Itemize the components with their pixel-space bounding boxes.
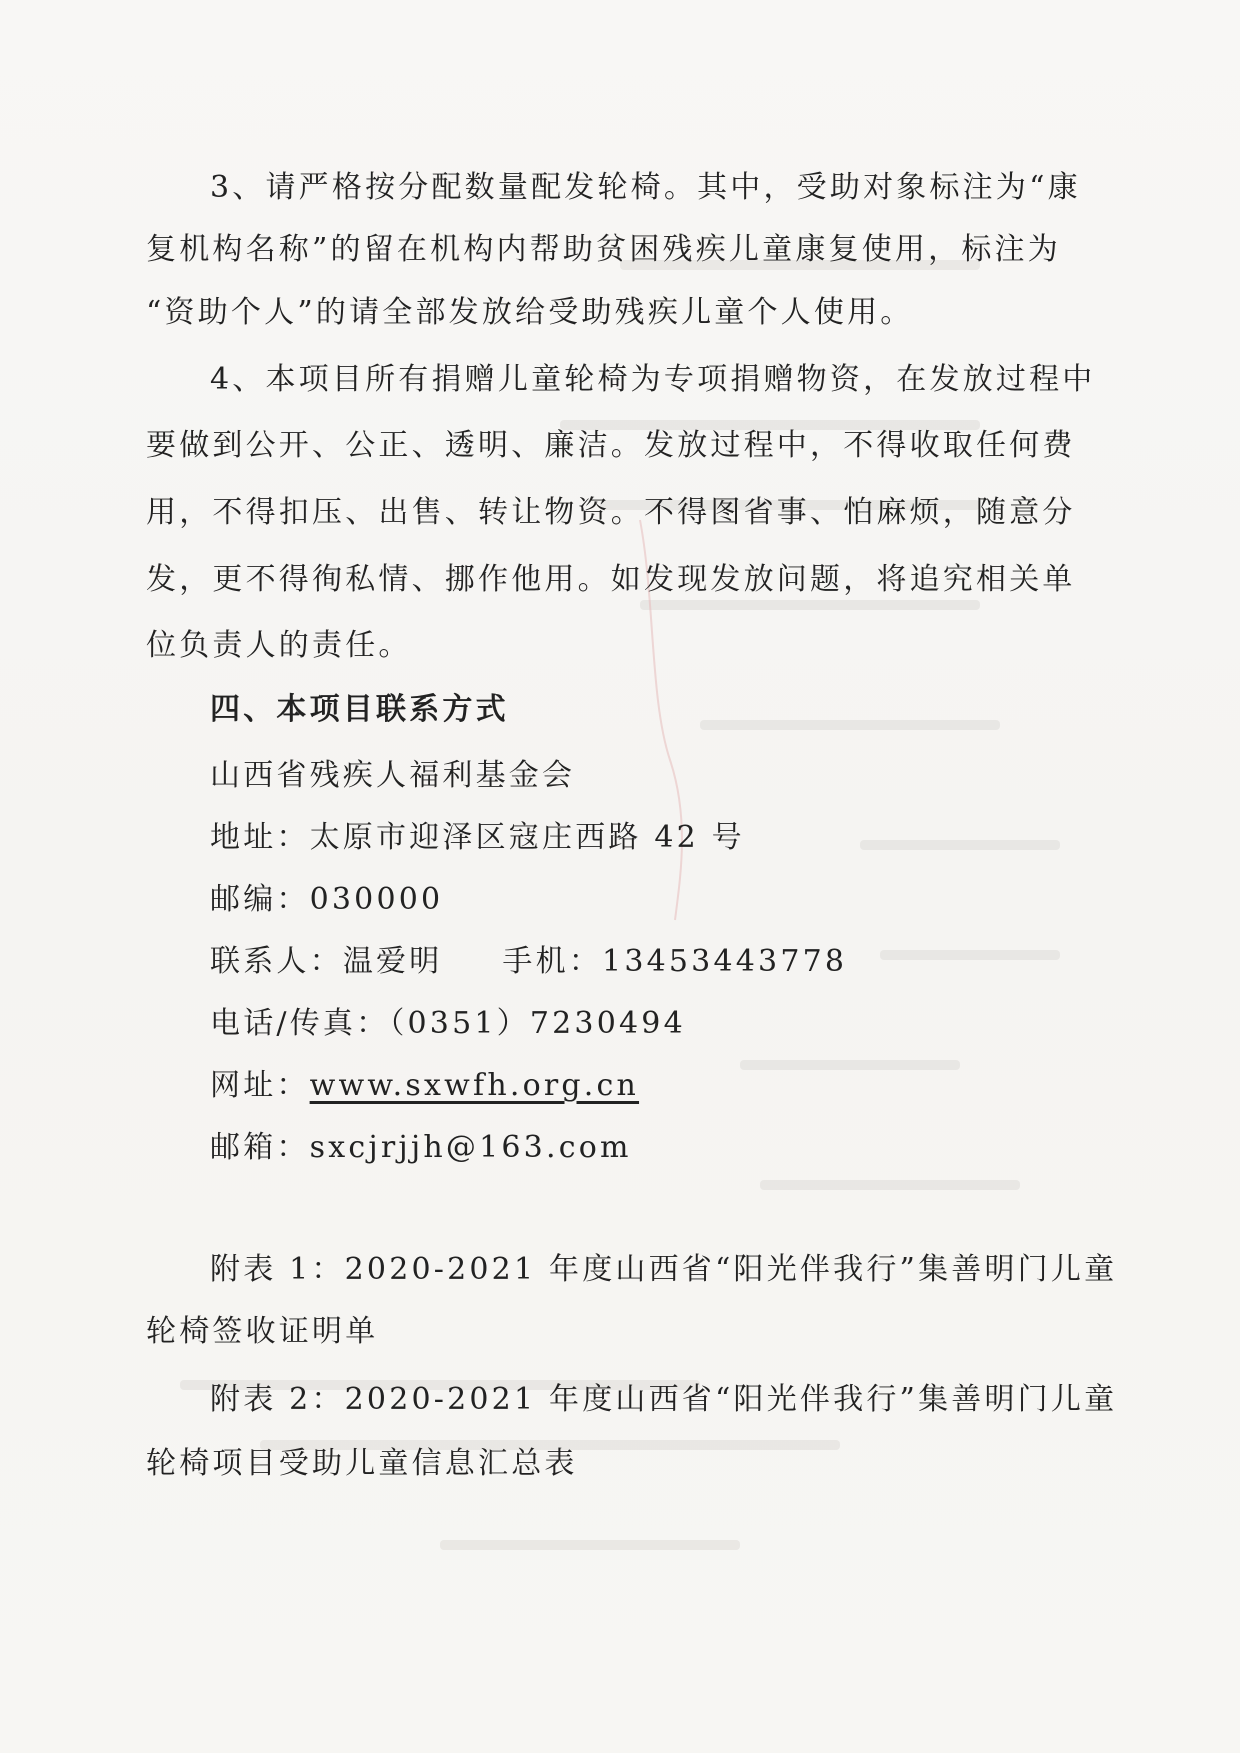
contact-website	[210, 1066, 639, 1106]
address-value: 太原市迎泽区寇庄西路 42 号	[309, 820, 745, 855]
postcode-label: 邮编：	[210, 882, 310, 917]
phone-value: （0351）7230494	[389, 1006, 686, 1041]
item4-line-3: 用，不得扣压、出售、转让物资。不得图省事、怕麻烦，随意分	[146, 495, 1076, 530]
section-heading: 四、本项目联系方式	[210, 692, 509, 727]
item4-line-5: 位负责人的责任。	[146, 628, 412, 663]
mobile-value: 13453443778	[602, 944, 848, 979]
person-label: 联系人：	[210, 944, 343, 979]
item4-line-2: 要做到公开、公正、透明、廉洁。发放过程中，不得收取任何费	[146, 428, 1076, 463]
contact-postcode	[210, 880, 443, 920]
contact-person	[210, 942, 847, 982]
attachment-2-line-2: 轮椅项目受助儿童信息汇总表	[146, 1446, 578, 1481]
attachment-1-line-1: 附表 1：2020-2021 年度山西省“阳光伴我行”集善明门儿童	[210, 1252, 1118, 1287]
item3-line-1: 3、请严格按分配数量配发轮椅。其中，受助对象标注为“康	[210, 170, 1081, 205]
email-value: sxcjrjjh@163.com	[309, 1130, 632, 1165]
postcode-value: 030000	[309, 882, 444, 917]
item3-line-3: “资助个人”的请全部发放给受助残疾儿童个人使用。	[146, 295, 914, 330]
attachment-2-line-1: 附表 2：2020-2021 年度山西省“阳光伴我行”集善明门儿童	[210, 1382, 1118, 1417]
website-label: 网址：	[210, 1068, 310, 1103]
item3-line-2: 复机构名称”的留在机构内帮助贫困残疾儿童康复使用，标注为	[146, 232, 1061, 267]
email-label: 邮箱：	[210, 1130, 310, 1165]
contact-email	[210, 1128, 632, 1168]
contact-org: 山西省残疾人福利基金会	[210, 758, 576, 793]
mobile-label: 手机：	[502, 944, 603, 979]
contact-phone	[210, 1004, 686, 1044]
item4-line-1: 4、本项目所有捐赠儿童轮椅为专项捐赠物资，在发放过程中	[210, 362, 1096, 397]
item4-line-4: 发，更不得徇私情、挪作他用。如发现发放问题，将追究相关单	[146, 562, 1076, 597]
contact-address	[210, 818, 745, 858]
phone-label: 电话/传真：	[210, 1006, 390, 1041]
address-label: 地址：	[210, 820, 310, 855]
attachment-1-line-2: 轮椅签收证明单	[146, 1314, 379, 1349]
website-link[interactable]: www.sxwfh.org.cn	[309, 1068, 640, 1103]
person-value: 温爱明	[342, 944, 443, 979]
